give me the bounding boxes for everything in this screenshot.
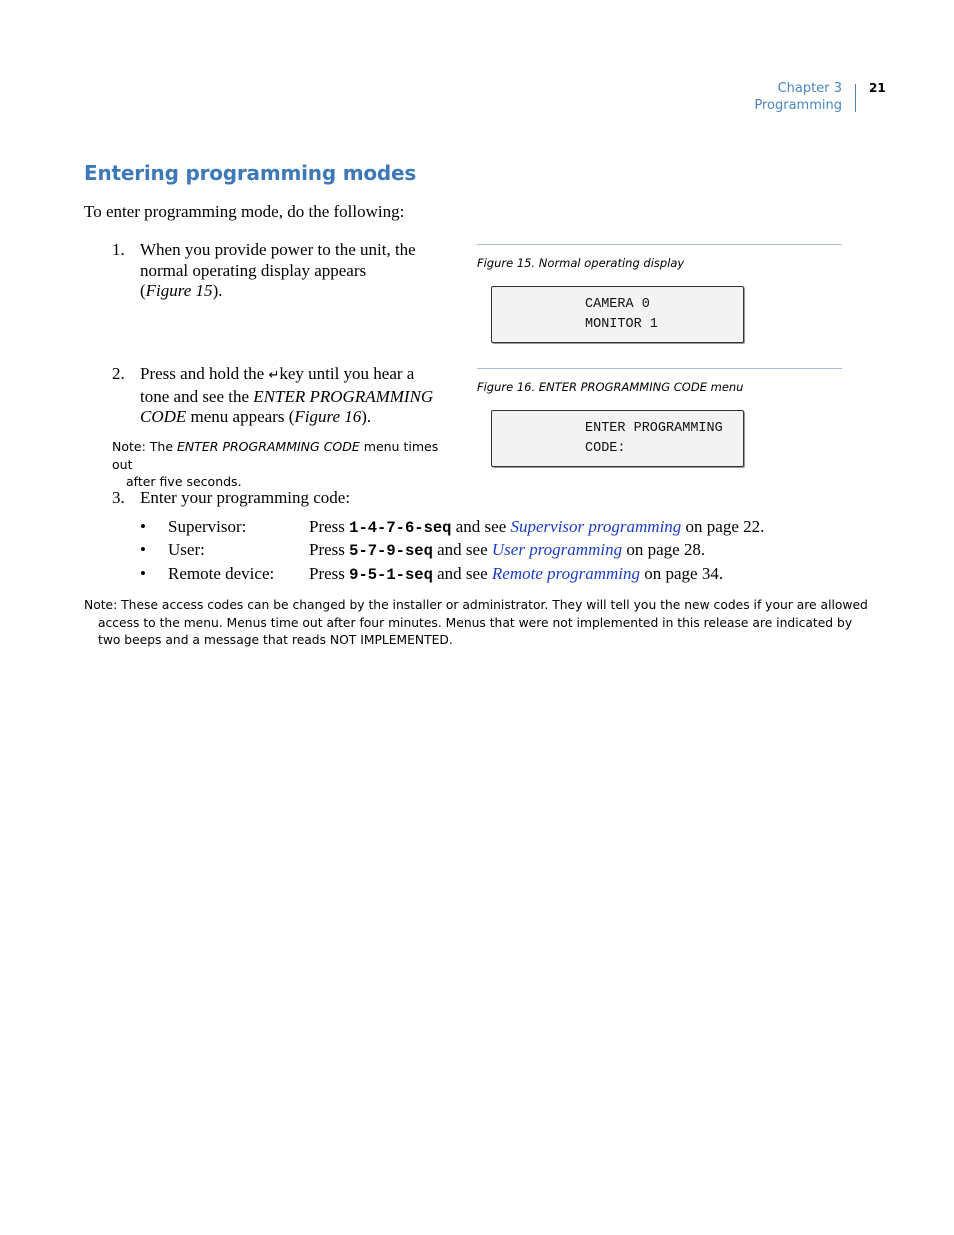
bullet: • xyxy=(140,540,146,559)
step-number: 2. xyxy=(112,364,125,383)
note-access-codes: Note: These access codes can be changed by the installer or administrator. They will tell you the new codes if your are allowed access to the menu. Menus time out after four minutes. Menus that were not implemented in this release are indicated by two beeps and a message that reads NOT IMPLEMENTED. xyxy=(84,598,868,647)
user-programming-link[interactable]: User programming xyxy=(491,540,623,559)
figure-rule xyxy=(477,244,842,245)
header-divider xyxy=(855,84,856,112)
role-label: User: xyxy=(168,540,205,559)
note-timeout: Note: The ENTER PROGRAMMING CODE menu times out after five seconds. xyxy=(112,439,439,489)
role-label: Remote device: xyxy=(168,564,275,583)
section-title: Entering programming modes xyxy=(84,161,417,185)
role-label: Supervisor: xyxy=(168,517,247,536)
lcd-line: CAMERA 0 xyxy=(585,297,650,312)
figure-rule xyxy=(477,368,842,369)
step-text-line: Press and hold the ↵key until you hear a xyxy=(140,364,415,383)
lcd-display xyxy=(491,410,744,467)
figure-caption: Figure 16. ENTER PROGRAMMING CODE menu xyxy=(477,380,744,394)
remote-programming-link[interactable]: Remote programming xyxy=(491,564,640,583)
lcd-line: MONITOR 1 xyxy=(585,317,658,332)
step-text-line: normal operating display appears xyxy=(140,260,367,280)
running-header xyxy=(754,80,842,114)
step-text-line: When you provide power to the unit, the xyxy=(140,240,416,259)
lcd-line: ENTER PROGRAMMING xyxy=(585,421,723,436)
step-text-line: (Figure 15). xyxy=(140,281,223,300)
intro-text: To enter programming mode, do the following: xyxy=(84,202,405,221)
page-number: 21 xyxy=(869,81,886,95)
step-text-line: CODE menu appears (Figure 16). xyxy=(140,407,372,426)
bullet: • xyxy=(140,564,146,583)
lcd-display xyxy=(491,286,744,343)
step-text-line: Enter your programming code: xyxy=(140,488,351,507)
lcd-line: CODE: xyxy=(585,441,626,456)
enter-key-icon: ↵ xyxy=(268,368,280,383)
step-text-line: tone and see the ENTER PROGRAMMING xyxy=(140,386,434,406)
supervisor-programming-link[interactable]: Supervisor programming xyxy=(510,517,682,536)
access-code: 9-5-1-seq xyxy=(349,566,433,584)
chapter-label: Chapter 3 xyxy=(777,81,842,96)
section-label: Programming xyxy=(754,98,842,113)
figure-reference: Figure 16 xyxy=(294,407,362,426)
figure-reference: Figure 15 xyxy=(145,281,213,300)
step-number: 1. xyxy=(112,240,125,259)
figure-caption: Figure 15. Normal operating display xyxy=(477,256,685,270)
access-code: 1-4-7-6-seq xyxy=(349,519,452,537)
step-number: 3. xyxy=(112,488,125,507)
access-code: 5-7-9-seq xyxy=(349,542,433,560)
bullet: • xyxy=(140,517,146,536)
